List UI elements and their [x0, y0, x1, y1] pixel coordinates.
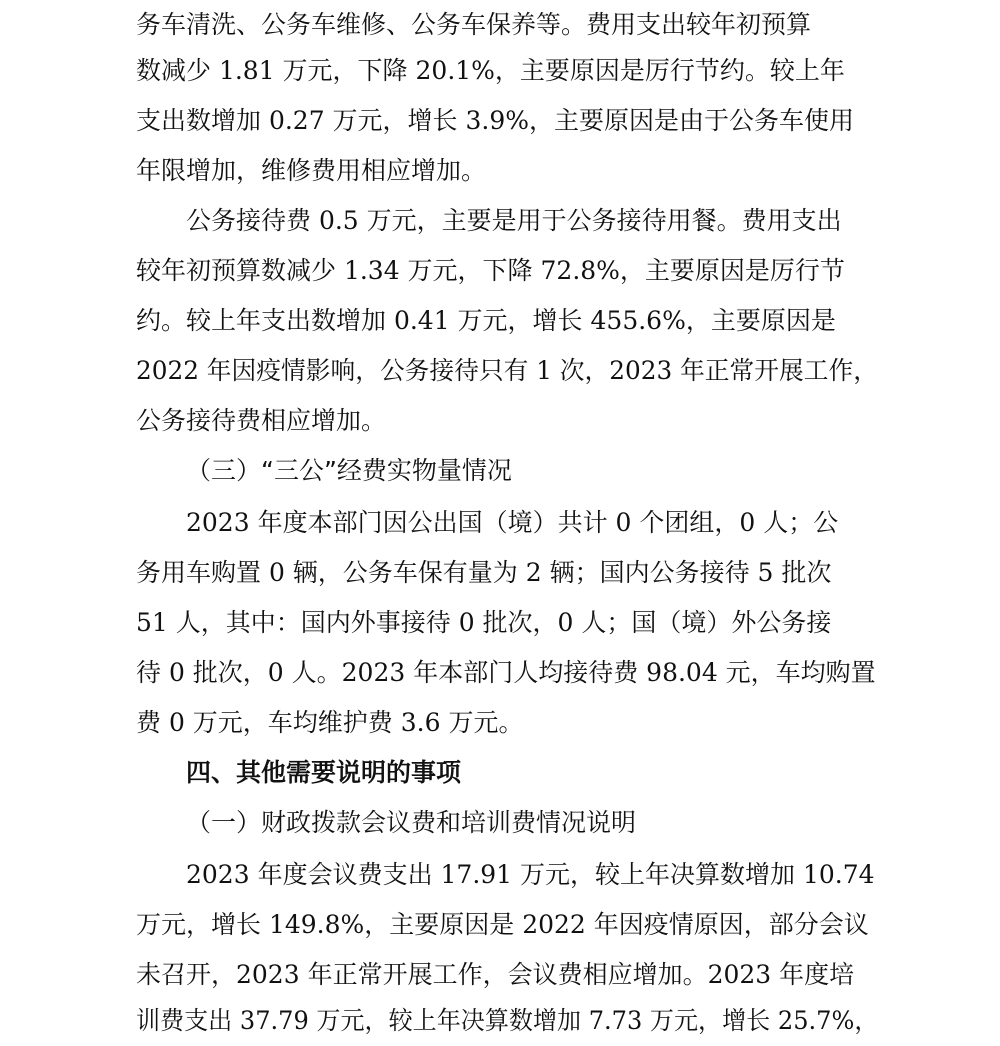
- text-line: 51 人，其中：国内外事接待 0 批次，0 人；国（境）外公务接: [136, 608, 832, 637]
- paragraph-start-line: 2023 年度本部门因公出国（境）共计 0 个团组，0 人；公: [186, 508, 839, 537]
- text-line: 数减少 1.81 万元，下降 20.1%，主要原因是厉行节约。较上年: [136, 56, 845, 85]
- text-line: 较年初预算数减少 1.34 万元，下降 72.8%，主要原因是厉行节: [136, 256, 845, 285]
- section-subheading: （三）“三公”经费实物量情况: [186, 456, 512, 485]
- text-line: 务用车购置 0 辆，公务车保有量为 2 辆；国内公务接待 5 批次: [136, 558, 832, 587]
- text-line: 公务接待费相应增加。: [136, 406, 387, 435]
- text-line: 万元，增长 149.8%，主要原因是 2022 年因疫情原因，部分会议: [136, 910, 869, 939]
- text-line: 2022 年因疫情影响，公务接待只有 1 次，2023 年正常开展工作，: [136, 356, 878, 385]
- text-line: 支出数增加 0.27 万元，增长 3.9%，主要原因是由于公务车使用: [136, 106, 855, 135]
- paragraph-start-line: 2023 年度会议费支出 17.91 万元，较上年决算数增加 10.74: [186, 860, 875, 889]
- section-subheading: （一）财政拨款会议费和培训费情况说明: [186, 808, 637, 837]
- text-line: 未召开，2023 年正常开展工作，会议费相应增加。2023 年度培: [136, 960, 855, 989]
- text-line: 年限增加，维修费用相应增加。: [136, 156, 487, 185]
- paragraph-start-line: 公务接待费 0.5 万元，主要是用于公务接待用餐。费用支出: [186, 206, 842, 235]
- section-heading: 四、其他需要说明的事项: [186, 758, 462, 787]
- text-line: 待 0 批次，0 人。2023 年本部门人均接待费 98.04 元，车均购置: [136, 658, 876, 687]
- text-line: 务车清洗、公务车维修、公务车保养等。费用支出较年初预算: [136, 10, 812, 39]
- text-line: 费 0 万元，车均维护费 3.6 万元。: [136, 708, 524, 737]
- text-line: 训费支出 37.79 万元，较上年决算数增加 7.73 万元，增长 25.7%，: [136, 1006, 879, 1035]
- text-line: 约。较上年支出数增加 0.41 万元，增长 455.6%，主要原因是: [136, 306, 836, 335]
